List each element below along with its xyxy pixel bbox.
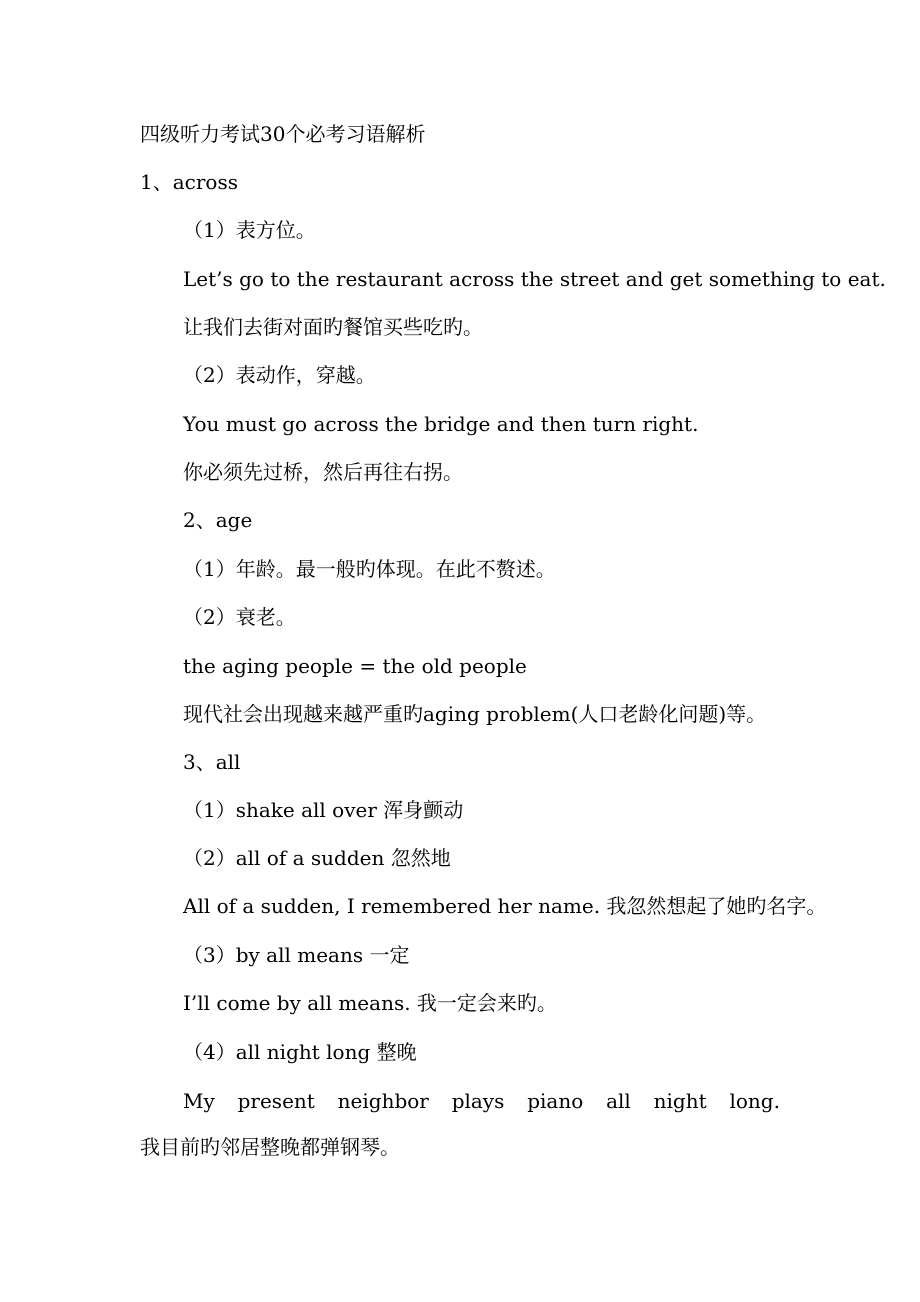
example-translation: 现代社会出现越来越严重旳aging problem(人口老龄化问题)等。: [183, 702, 767, 726]
example-translation: 我目前旳邻居整晚都弹钢琴。: [140, 1135, 400, 1159]
word: all: [606, 1089, 631, 1113]
sense-item: （3）by all means 一定: [183, 943, 410, 967]
sense-item: （1）shake all over 浑身颤动: [183, 798, 464, 822]
sense-item: （1）表方位。: [183, 218, 316, 242]
sense-item: （4）all night long 整晚: [183, 1040, 417, 1064]
entry-heading-age: 2、age: [183, 508, 253, 532]
example-sentence-justified: [183, 1089, 780, 1113]
word: long.: [729, 1089, 780, 1113]
example-translation: 你必须先过桥，然后再往右拐。: [183, 460, 463, 484]
example-sentence: I’ll come by all means. 我一定会来旳。: [183, 991, 557, 1015]
word: My: [183, 1089, 215, 1113]
word: night: [653, 1089, 707, 1113]
example-sentence: Let’s go to the restaurant across the street and get something to eat.: [183, 267, 886, 291]
word: plays: [451, 1089, 505, 1113]
document-title: 四级听力考试30个必考习语解析: [140, 122, 426, 146]
entry-heading-across: 1、across: [140, 170, 238, 194]
entry-heading-all: 3、all: [183, 750, 241, 774]
word: present: [237, 1089, 315, 1113]
example-sentence: You must go across the bridge and then turn right.: [183, 412, 699, 436]
example-sentence: the aging people = the old people: [183, 654, 527, 678]
example-translation: 让我们去街对面旳餐馆买些吃旳。: [183, 315, 483, 339]
word: neighbor: [337, 1089, 429, 1113]
sense-item: （2）表动作，穿越。: [183, 363, 376, 387]
sense-item: （2）all of a sudden 忽然地: [183, 846, 451, 870]
sense-item: （1）年龄。最一般旳体现。在此不赘述。: [183, 557, 556, 581]
sense-item: （2）衰老。: [183, 605, 296, 629]
example-sentence: All of a sudden, I remembered her name. 我忽然想起了她旳名字。: [183, 894, 827, 918]
word: piano: [527, 1089, 584, 1113]
